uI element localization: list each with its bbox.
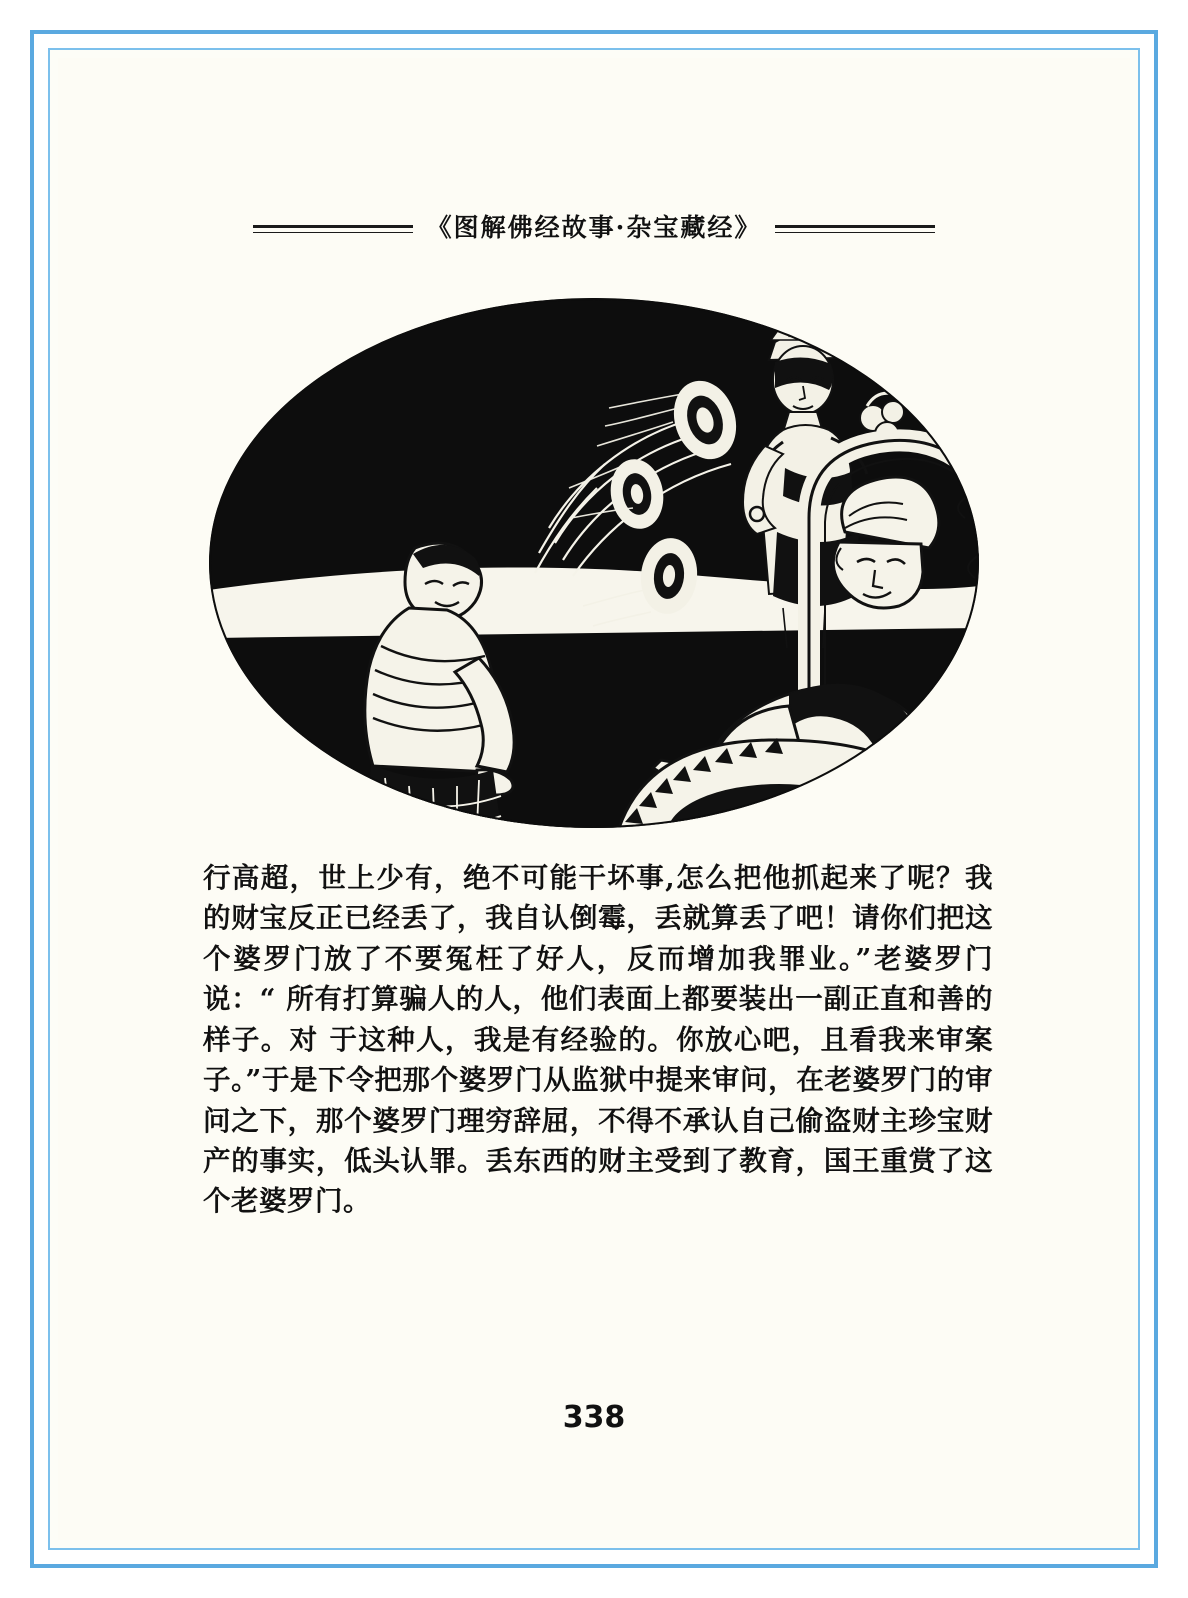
running-head [58, 208, 1130, 244]
running-head-rule-right [775, 225, 935, 228]
page-content [58, 58, 1130, 1540]
running-head-title: 《图解佛经故事·杂宝藏经》 [426, 213, 762, 242]
page-number: 338 [562, 1400, 626, 1435]
illustration-artwork [209, 298, 979, 828]
body-paragraph: 行高超，世上少有，绝不可能干坏事,怎么把他抓起来了呢？我的财宝反正已经丢了，我自认倒霉，丢就算丢了吧！请你们把这个婆罗门放了不要冤枉了好人，反而增加我罪业。”老婆罗门说：“ 所有打算骗人的人，他们表面上都要装出一副正直和善的样子。对 于这种人，我是有经验的。你放心吧，且看我来审案子。”于是下令把那个婆罗门从监狱中提来审问，在老婆罗门的审问之下，那个婆罗门理穷辞屈，不得不承认自己偷盗财主珍宝财产的事实，低头认罪。丢东西的财主受到了教育，国王重赏了这个老婆罗门。 [203, 862, 993, 1218]
illustration [209, 298, 979, 828]
illustration-container [58, 298, 1130, 828]
running-head-rule-left [253, 225, 413, 228]
body-text [203, 858, 993, 1222]
